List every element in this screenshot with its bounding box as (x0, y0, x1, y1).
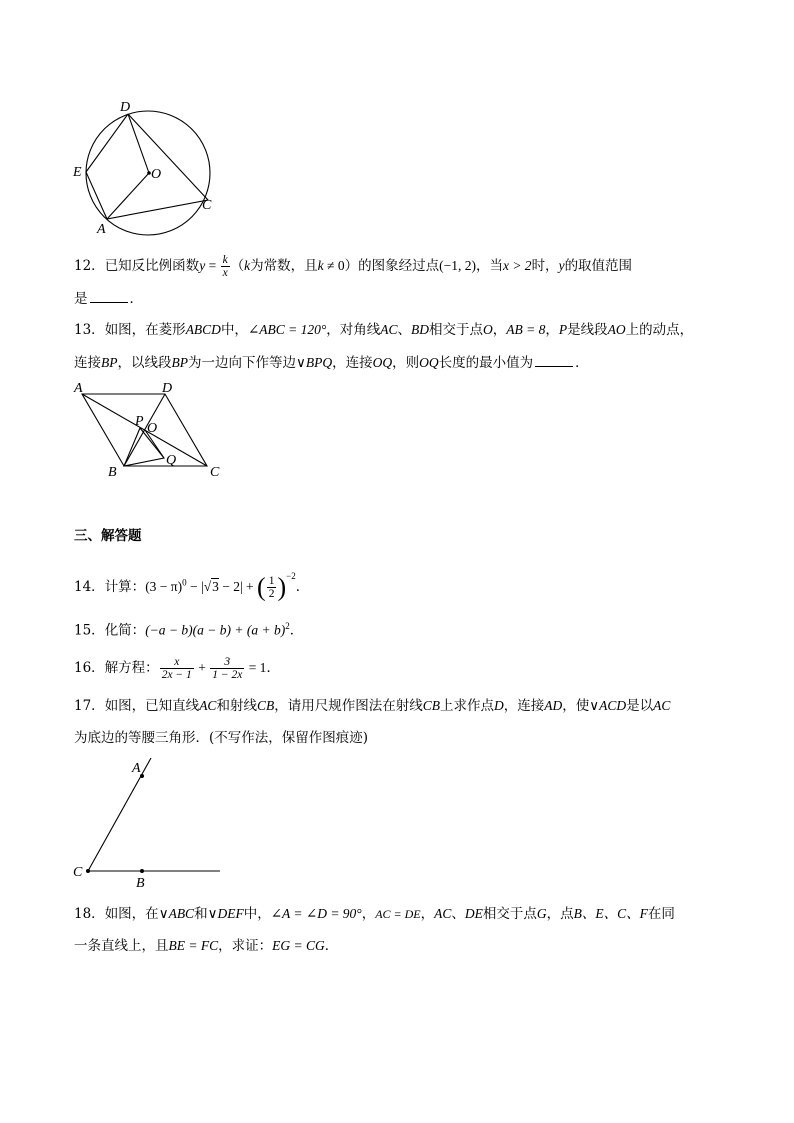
q15-number: 15． (74, 622, 105, 639)
expr: − 2| + (218, 579, 258, 594)
radicand: 3 (212, 579, 219, 594)
var: OQ (372, 355, 393, 370)
rays-figure (70, 758, 230, 891)
var: ∨ACD (589, 698, 627, 713)
q13-text: ，以线段 (117, 355, 172, 371)
q16-number: 16． (74, 660, 105, 676)
sep: ， (361, 906, 376, 922)
period: ． (295, 579, 310, 595)
question-18-line-1 (74, 904, 724, 924)
q17-number: 17． (74, 698, 105, 714)
question-16 (74, 656, 724, 681)
q18-text: 在同 (647, 906, 675, 922)
sep: ， (545, 322, 559, 338)
equality: AC = DE (375, 907, 421, 921)
var: AC (199, 698, 217, 713)
point: (−1, 2) (439, 258, 476, 273)
circle-figure (70, 96, 230, 246)
q12-text: 为常数，且 (250, 258, 318, 274)
answer-blank[interactable] (90, 288, 128, 303)
question-14 (74, 566, 724, 600)
label-C: C (202, 198, 212, 213)
var: CB (256, 698, 275, 713)
label-D: D (162, 381, 173, 396)
var: BP (101, 355, 118, 370)
q12-text: 的取值范围 (564, 258, 633, 274)
label-A: A (132, 761, 141, 776)
q13-text: 连接 (74, 355, 101, 371)
q18-text: 和 (194, 906, 208, 922)
q13-text: 为一边向下作等边 (188, 355, 296, 371)
question-17-line-1 (74, 696, 724, 716)
var: OQ (419, 355, 439, 370)
fraction-2 (210, 656, 244, 681)
var-k: k (317, 258, 324, 273)
q13-number: 13． (74, 322, 105, 338)
question-12-line-1 (74, 254, 724, 279)
q13-text: 相交于点 (429, 322, 484, 338)
var: AD (544, 698, 563, 713)
q17-text: 如图，已知直线 (104, 698, 200, 714)
label-B: B (108, 465, 117, 480)
paren-open: ( (257, 572, 266, 602)
var: AC (380, 322, 398, 337)
q14-text: 计算： (104, 579, 146, 595)
exponent: 0 (182, 577, 187, 588)
q13-text: ，则 (392, 355, 420, 371)
label-Q: Q (166, 453, 177, 468)
label-A: A (74, 381, 83, 396)
sep: 、 (451, 906, 465, 922)
period: ． (129, 291, 143, 307)
label-C: C (210, 465, 220, 480)
q13-text: ，连接 (332, 355, 373, 371)
q16-text: 解方程： (104, 660, 159, 676)
var: ∨DEF (207, 906, 244, 921)
exponent: −2 (286, 571, 296, 581)
frac-num: k (222, 254, 228, 266)
q18-text: 中， (243, 906, 271, 922)
frac-num: 1 (268, 575, 275, 587)
q14-number: 14． (74, 579, 105, 595)
q18-number: 18． (74, 906, 105, 922)
label-B: B (136, 876, 145, 891)
period: ． (266, 660, 280, 676)
var: CB (422, 698, 440, 713)
answer-blank[interactable] (535, 352, 573, 367)
paren: （ (230, 258, 245, 274)
exponent: 2 (285, 621, 290, 631)
q18-text: ，点 (546, 906, 574, 922)
q18-text: 如图，在 (104, 906, 159, 922)
q18-text: ，求证： (218, 938, 273, 954)
expr: (3 − π) (145, 579, 183, 594)
sep: ， (420, 906, 435, 922)
equality: EG = CG (272, 938, 325, 953)
fraction-k-over-x (221, 254, 230, 279)
rhombus-figure (72, 380, 232, 480)
var: BD (411, 322, 430, 337)
var: O (483, 322, 493, 337)
equals: = (205, 258, 220, 273)
q17-text: ，使 (562, 698, 590, 714)
expr: − | (186, 579, 204, 594)
q13-text: 长度的最小值为 (438, 355, 534, 371)
var: ABCD (185, 322, 221, 337)
period: ． (575, 355, 589, 371)
q12-text: 已知反比例函数 (104, 258, 200, 274)
expr: (−a − b)(a − b) + (a + b) (145, 622, 286, 638)
var: ∨BPQ (296, 355, 333, 370)
question-13-line-2 (74, 352, 724, 373)
var: P (558, 322, 568, 337)
q18-text: 一条直线上，且 (74, 938, 169, 954)
q12-text: 时， (531, 258, 559, 274)
period: ． (289, 622, 304, 639)
q17-text: ，连接 (503, 698, 545, 714)
q13-text: 如图，在菱形 (104, 322, 186, 338)
label-P: P (135, 414, 144, 429)
q13-text: ，对角线 (326, 322, 381, 338)
frac-den: 2x − 1 (161, 669, 192, 681)
fraction-half (267, 575, 277, 600)
var: DE (464, 906, 483, 921)
label-A: A (97, 222, 106, 237)
var: G (536, 906, 547, 921)
label-C: C (73, 865, 83, 880)
var: BP (171, 355, 188, 370)
var-y: y (558, 258, 565, 273)
not-equal: ≠ 0 (323, 258, 345, 273)
q17-text: 为底边的等腰三角形．(不写作法，保留作图痕迹) (74, 730, 369, 746)
q13-text: 是线段 (567, 322, 608, 338)
var: AO (607, 322, 626, 337)
period: ． (324, 938, 339, 954)
frac-den: x (222, 267, 228, 279)
question-13-line-1 (74, 320, 724, 340)
question-15 (74, 616, 724, 641)
angles: ∠A = ∠D = 90° (270, 906, 362, 921)
var: AC (653, 698, 671, 713)
label-O: O (151, 167, 162, 182)
var: AC (434, 906, 452, 921)
q12-text: 的图象经过点 (358, 258, 440, 274)
sep: ， (492, 322, 507, 338)
fraction-1 (160, 656, 194, 681)
question-18-line-2 (74, 936, 724, 956)
frac-den: 1 − 2x (212, 669, 243, 681)
plus: + (194, 660, 210, 675)
q17-text: 和射线 (216, 698, 257, 714)
var: AB = 8 (506, 322, 546, 337)
q12-text: 是 (74, 291, 88, 307)
sqrt-symbol: √ (203, 579, 212, 594)
label-D: D (120, 100, 131, 115)
label-O: O (147, 421, 158, 436)
angle: ∠ABC = 120° (247, 322, 327, 337)
frac-num: x (174, 656, 180, 668)
label-E: E (73, 165, 82, 180)
var: D (493, 698, 504, 713)
q13-text: 中， (220, 322, 248, 338)
var-k: k (244, 258, 251, 273)
sep: 、 (397, 322, 412, 338)
q12-text: ，当 (475, 258, 503, 274)
section-heading: 三、解答题 (74, 528, 142, 544)
var: ∨ABC (158, 906, 195, 921)
points: B、E、C、F (573, 906, 648, 921)
question-17-line-2 (74, 728, 724, 748)
paren: ） (344, 258, 359, 274)
q17-text: 是以 (626, 698, 654, 714)
equality: BE = FC (168, 938, 219, 953)
frac-num: 3 (224, 656, 231, 668)
question-12-line-2 (74, 288, 724, 309)
condition: x > 2 (502, 258, 532, 273)
q12-number: 12． (74, 258, 105, 274)
q17-text: ，请用尺规作图法在射线 (274, 698, 423, 714)
paren-close: ) (277, 572, 287, 602)
rhs: = 1 (245, 660, 267, 675)
q18-text: 相交于点 (482, 906, 537, 922)
q15-text: 化简： (104, 622, 146, 639)
q17-text: 上求作点 (439, 698, 494, 714)
var-y: y (199, 258, 206, 273)
q13-text: 上的动点， (625, 322, 694, 338)
frac-den: 2 (268, 588, 275, 600)
